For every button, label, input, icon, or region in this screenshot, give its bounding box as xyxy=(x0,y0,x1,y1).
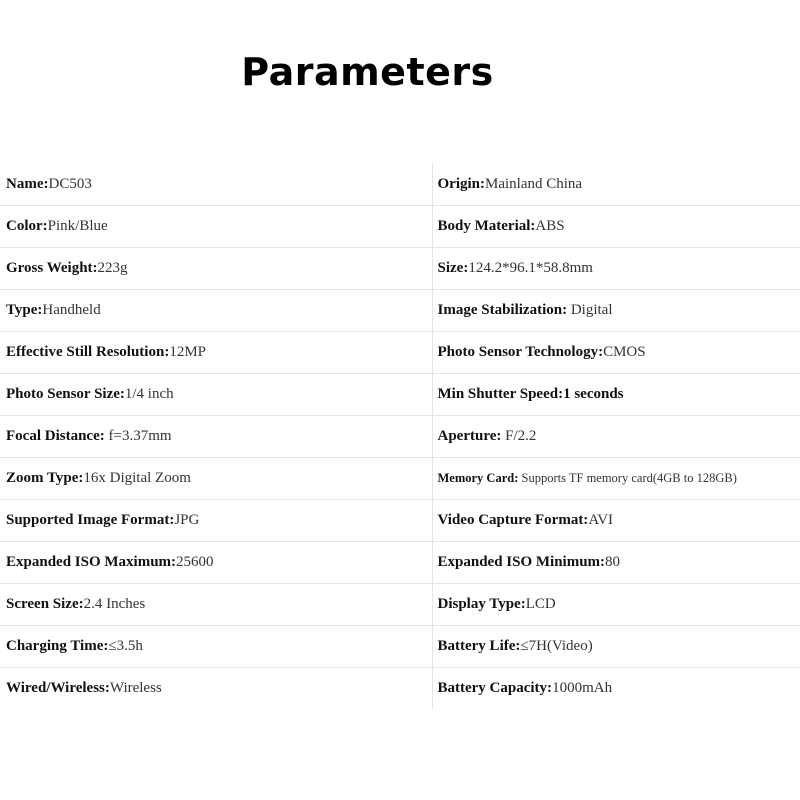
spec-label: Video Capture Format: xyxy=(437,512,589,528)
table-row xyxy=(0,164,800,206)
spec-label: Photo Sensor Size: xyxy=(6,386,125,402)
spec-value: 25600 xyxy=(176,554,214,570)
spec-cell-display-type xyxy=(432,584,800,626)
spec-label: Wired/Wireless: xyxy=(6,680,110,696)
spec-cell-memory-card xyxy=(432,458,800,500)
spec-cell-battery-capacity xyxy=(432,668,800,710)
spec-label: Battery Life: xyxy=(437,638,521,654)
spec-value: 16x Digital Zoom xyxy=(83,470,191,486)
spec-label: Body Material: xyxy=(437,218,536,234)
spec-cell-focal-distance xyxy=(0,416,432,458)
spec-cell-name xyxy=(0,164,432,206)
spec-value: AVI xyxy=(588,512,614,528)
spec-value: ≤3.5h xyxy=(108,638,143,654)
spec-cell-iso-maximum xyxy=(0,542,432,584)
spec-cell-gross-weight xyxy=(0,248,432,290)
table-row xyxy=(0,626,800,668)
spec-label: Supported Image Format: xyxy=(6,512,175,528)
parameters-table xyxy=(0,164,800,709)
spec-label: Type: xyxy=(6,302,43,318)
spec-value: ABS xyxy=(535,218,565,234)
table-row xyxy=(0,248,800,290)
spec-label: Size: xyxy=(437,260,469,276)
spec-cell-zoom-type xyxy=(0,458,432,500)
spec-label: Memory Card: xyxy=(437,471,519,485)
spec-label: Charging Time: xyxy=(6,638,109,654)
spec-cell-aperture xyxy=(432,416,800,458)
spec-label: Image Stabilization: xyxy=(437,302,568,318)
table-row xyxy=(0,416,800,458)
spec-value: F/2.2 xyxy=(501,428,537,444)
page-title: Parameters xyxy=(241,50,494,94)
spec-label: Focal Distance: xyxy=(6,428,105,444)
spec-value: 124.2*96.1*58.8mm xyxy=(468,260,593,276)
table-row xyxy=(0,374,800,416)
spec-label: Photo Sensor Technology: xyxy=(437,344,604,360)
spec-cell-min-shutter-speed xyxy=(432,374,800,416)
spec-cell-charging-time xyxy=(0,626,432,668)
spec-label: Battery Capacity: xyxy=(437,680,553,696)
spec-cell-effective-resolution xyxy=(0,332,432,374)
spec-value: Mainland China xyxy=(485,176,583,192)
spec-cell-battery-life xyxy=(432,626,800,668)
spec-cell-origin xyxy=(432,164,800,206)
spec-cell-image-stabilization xyxy=(432,290,800,332)
spec-label: Gross Weight: xyxy=(6,260,98,276)
spec-value: 12MP xyxy=(169,344,206,360)
spec-value: 1/4 inch xyxy=(124,386,174,402)
spec-cell-image-format xyxy=(0,500,432,542)
spec-value: Pink/Blue xyxy=(47,218,108,234)
spec-cell-iso-minimum xyxy=(432,542,800,584)
spec-label: Expanded ISO Minimum: xyxy=(437,554,606,570)
table-row xyxy=(0,332,800,374)
spec-value: f=3.37mm xyxy=(104,428,172,444)
spec-value: LCD xyxy=(525,596,556,612)
spec-value: Supports TF memory card(4GB to 128GB) xyxy=(518,471,737,485)
spec-label: Min Shutter Speed: xyxy=(437,386,564,402)
spec-cell-body-material xyxy=(432,206,800,248)
spec-value: CMOS xyxy=(603,344,646,360)
spec-label: Display Type: xyxy=(437,596,526,612)
spec-cell-wired-wireless xyxy=(0,668,432,710)
spec-label: Origin: xyxy=(437,176,485,192)
spec-label: Screen Size: xyxy=(6,596,84,612)
spec-value: 1000mAh xyxy=(552,680,613,696)
spec-value: ≤7H(Video) xyxy=(520,638,593,654)
spec-cell-type xyxy=(0,290,432,332)
spec-cell-sensor-technology xyxy=(432,332,800,374)
spec-value: Wireless xyxy=(109,680,162,696)
spec-label: Color: xyxy=(6,218,48,234)
table-row xyxy=(0,500,800,542)
spec-value: 2.4 Inches xyxy=(83,596,146,612)
spec-value: 223g xyxy=(97,260,128,276)
spec-cell-color xyxy=(0,206,432,248)
table-row xyxy=(0,290,800,332)
table-row xyxy=(0,668,800,710)
spec-value: Digital xyxy=(567,302,613,318)
spec-value: DC503 xyxy=(48,176,92,192)
spec-cell-size xyxy=(432,248,800,290)
table-row xyxy=(0,584,800,626)
table-row xyxy=(0,542,800,584)
spec-cell-sensor-size xyxy=(0,374,432,416)
spec-label: Effective Still Resolution: xyxy=(6,344,170,360)
spec-value: 1 seconds xyxy=(563,386,624,402)
spec-label: Zoom Type: xyxy=(6,470,84,486)
table-row xyxy=(0,458,800,500)
spec-value: 80 xyxy=(605,554,621,570)
spec-label: Aperture: xyxy=(437,428,502,444)
spec-label: Expanded ISO Maximum: xyxy=(6,554,177,570)
table-row xyxy=(0,206,800,248)
spec-cell-screen-size xyxy=(0,584,432,626)
spec-value: Handheld xyxy=(42,302,101,318)
spec-cell-video-format xyxy=(432,500,800,542)
spec-value: JPG xyxy=(174,512,200,528)
spec-label: Name: xyxy=(6,176,49,192)
